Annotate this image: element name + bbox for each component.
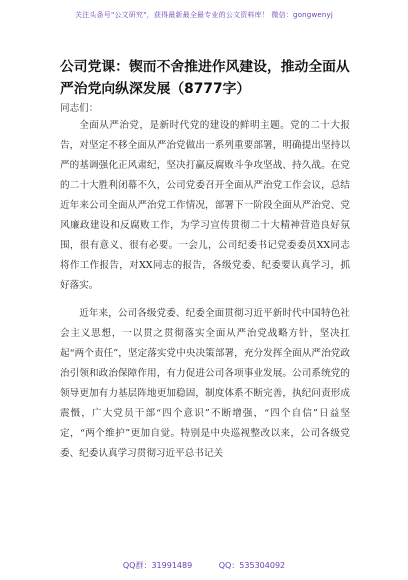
document-title: 公司党课：锲而不舍推进作风建设，推动全面从严治党向纵深发展（8777字） <box>60 59 350 97</box>
footer-qq: QQ：535304092 <box>218 561 286 570</box>
paragraph: 全面从严治党，是新时代党的建设的鲜明主题。党的二十大报告，对坚定不移全面从严治党做出一系列重要部署，明确提出坚持以严的基调强化正风肃纪，坚决打赢反腐败斗争攻坚战、持久战。在党的二十大胜利闭幕不久，公司党委召开全面从严治党工作会议，总结近年来公司全面从严治党工作情况，部署下一阶段全面从严治党、党风廉政建设和反腐败工作，为学习宣传贯彻二十大精神营造良好氛围，很有意义、很有必要。一会儿，公司纪委书记党委委员XX同志将作工作报告，对XX同志的报告，各级党委、纪委要认真学习，抓好落实。 <box>60 120 350 291</box>
document-body <box>60 116 350 472</box>
greeting: 同志们： <box>60 103 99 114</box>
footer-contact <box>0 560 408 571</box>
header-banner: 关注头条号"公文研究"，获得最新最全最专业的公文资料库！ 微信：gongwenyj <box>74 11 334 19</box>
footer-qq-group: QQ群：31991489 <box>122 561 193 570</box>
paragraph: 近年来，公司各级党委、纪委全面贯彻习近平新时代中国特色社会主义思想，一以贯之贯彻落实全面从严治党战略方针，坚决扛起“两个责任”，坚定落实党中央决策部署，充分发挥全面从严治党政治引领和政治保障作用，有力促进公司各项事业发展。公司系统党的领导更加有力基层阵地更加稳固，制度体系不断完善，执纪问责形成震慑，广大党员干部“四个意识”不断增强，“四个自信”日益坚定，“两个维护”更加自觉。特别是中央巡视整改以来，公司各级党委、纪委认真学习贯彻习近平总书记关 <box>60 308 350 459</box>
